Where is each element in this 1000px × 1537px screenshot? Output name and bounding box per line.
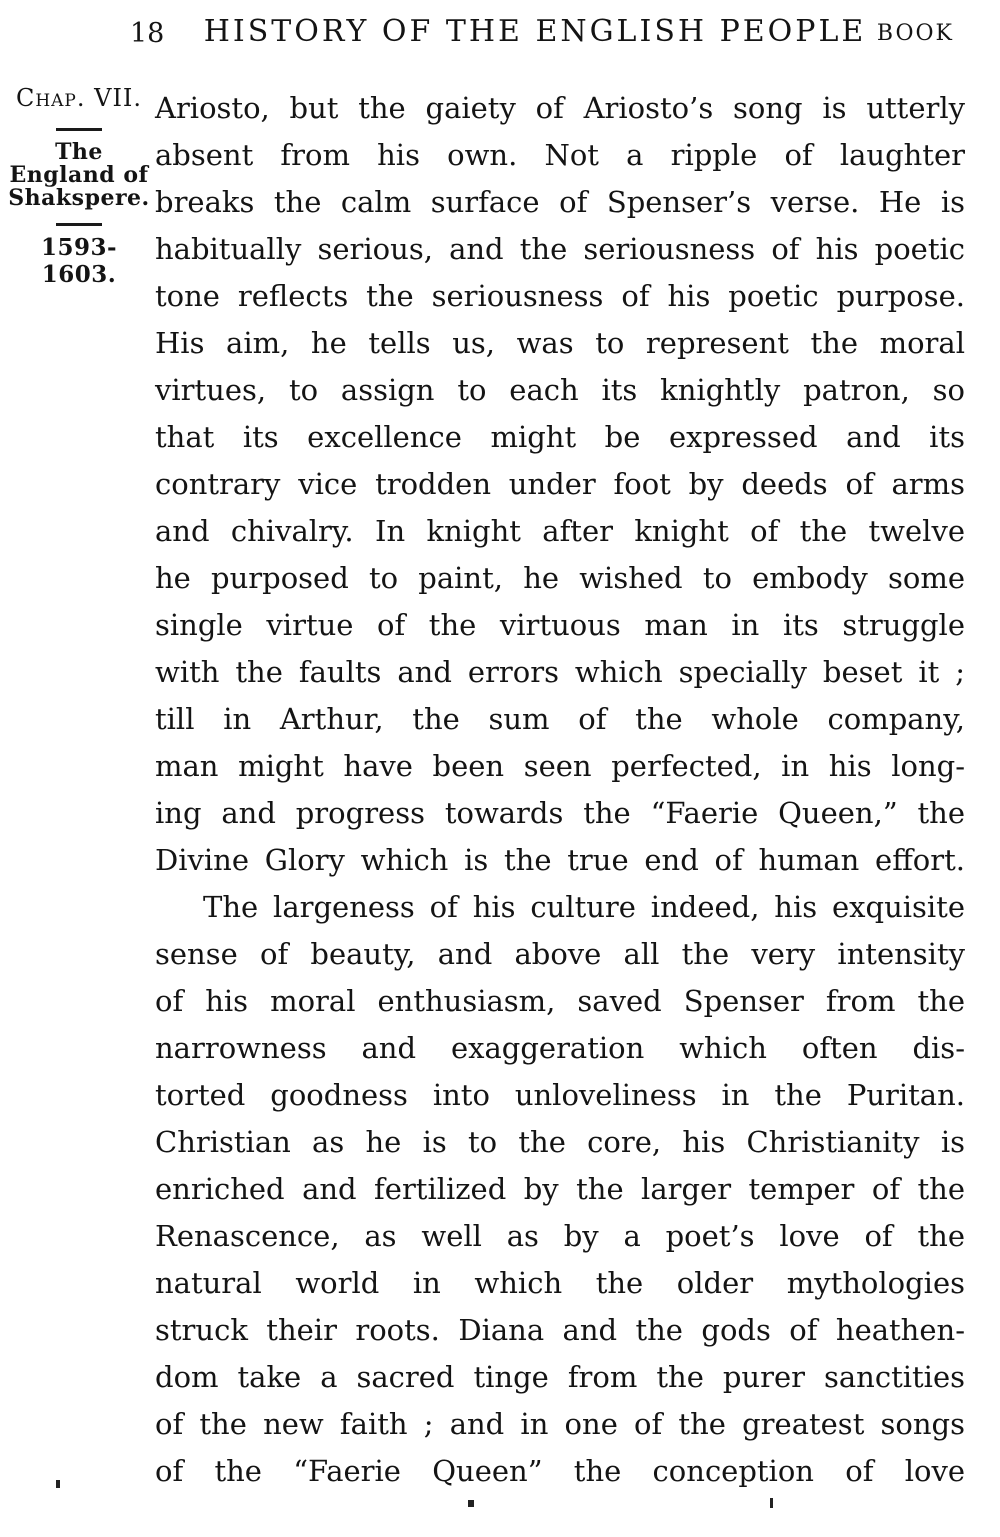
chapter-label: Chap. VII. [15,84,143,112]
text-line: tone reflects the seriousness of his poetic purpose. [155,279,965,313]
sidenote-line: Shakspere. [8,185,150,211]
margin-notes [6,84,152,288]
text-line: Christian as he is to the core, his Christianity is [155,1125,965,1159]
book-label: BOOK [876,21,954,46]
margin-rule-top [56,128,102,131]
scan-speck [770,1498,773,1508]
text-line: virtues, to assign to each its knightly patron, so [155,373,965,407]
running-head [0,12,1000,56]
text-line: Renascence, as well as by a poet’s love of the [155,1219,965,1253]
text-line: of the “Faerie Queen” the conception of love [155,1454,965,1488]
text-line-paragraph-start: The largeness of his culture indeed, his exquisite [203,890,965,924]
text-line: with the faults and errors which specially beset it ; [155,655,965,689]
text-line: natural world in which the older mythologies [155,1266,965,1300]
page-header-title: HISTORY OF THE ENGLISH PEOPLE [203,14,867,49]
text-line: dom take a sacred tinge from the purer sanctities [155,1360,965,1394]
text-line: enriched and fertilized by the larger temper of the [155,1172,965,1206]
text-line: contrary vice trodden under foot by deeds of arms [155,467,965,501]
text-line: Ariosto, but the gaiety of Ariosto’s song is utterly [155,91,965,125]
margin-rule-bottom [56,223,102,226]
text-line: absent from his own. Not a ripple of laughter [155,138,965,172]
scan-speck [468,1500,474,1507]
text-line: single virtue of the virtuous man in its struggle [155,608,965,642]
sidenote-line: The [55,139,103,165]
text-line: of his moral enthusiasm, saved Spenser from the [155,984,965,1018]
text-line: till in Arthur, the sum of the whole company, [155,702,965,736]
text-line: and chivalry. In knight after knight of the twelve [155,514,965,548]
text-line: habitually serious, and the seriousness of his poetic [155,232,965,266]
page-number: 18 [130,18,165,49]
text-line: His aim, he tells us, was to represent the moral [155,326,965,360]
text-line: breaks the calm surface of Spenser’s verse. He is [155,185,965,219]
sidenote-line: England of [9,162,149,188]
text-line: struck their roots. Diana and the gods of heathen- [155,1313,965,1347]
body-text [155,85,965,1495]
text-line: narrowness and exaggeration which often dis- [155,1031,965,1065]
scan-speck [56,1480,60,1488]
text-line: that its excellence might be expressed and its [155,420,965,454]
text-line: Divine Glory which is the true end of human effort. [155,843,965,877]
sidenote-dates: 1593-1603. [40,234,118,288]
text-line: he purposed to paint, he wished to embody some [155,561,965,595]
text-line: sense of beauty, and above all the very intensity [155,937,965,971]
text-line: ing and progress towards the “Faerie Queen,” the [155,796,965,830]
text-line: of the new faith ; and in one of the greatest songs [155,1407,965,1441]
text-line: torted goodness into unloveliness in the Puritan. [155,1078,965,1112]
text-line: man might have been seen perfected, in his long- [155,749,965,783]
